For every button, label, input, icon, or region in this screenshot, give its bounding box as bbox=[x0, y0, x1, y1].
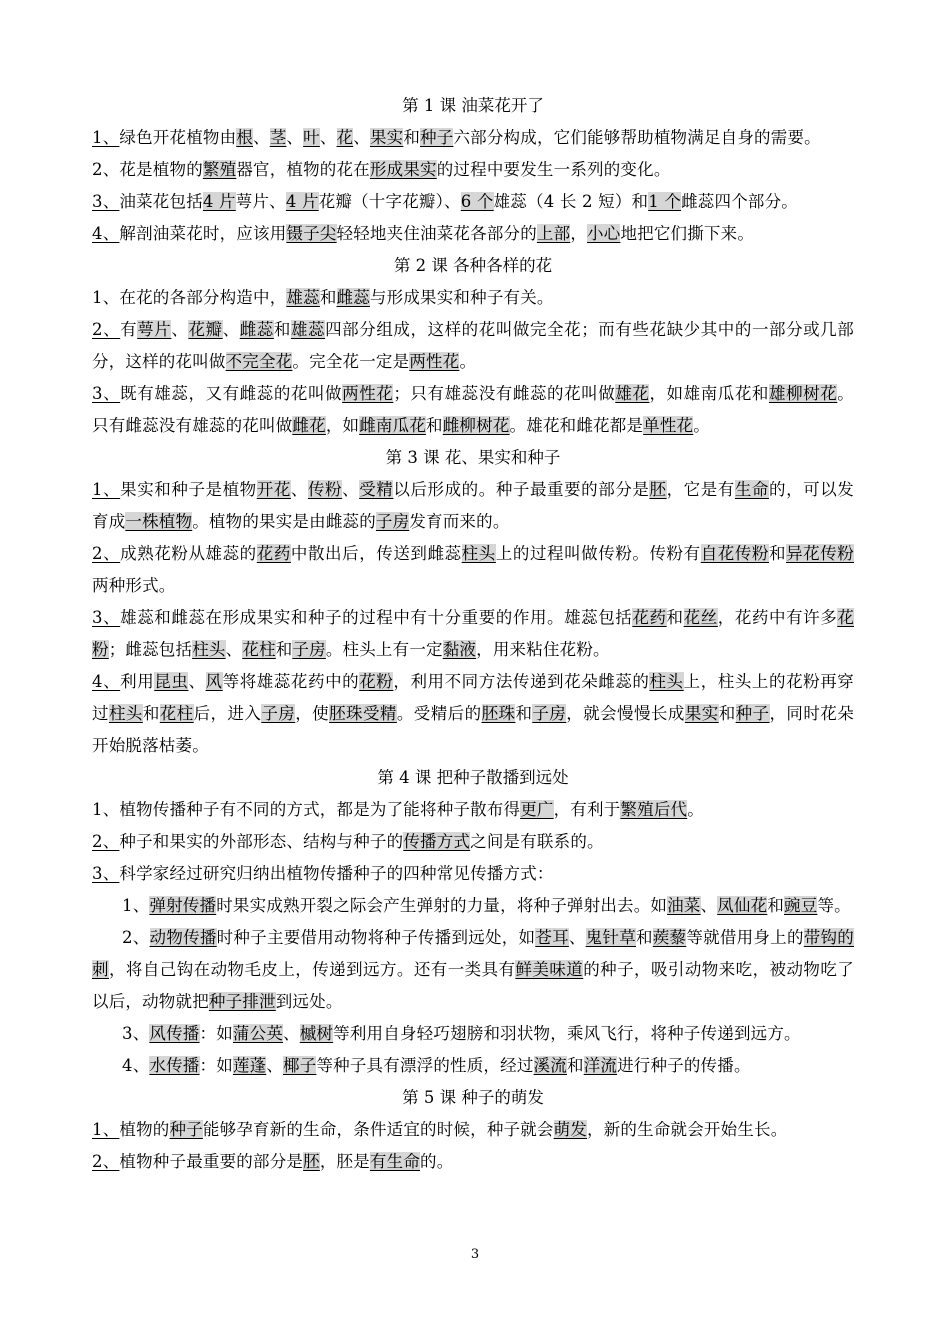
text-run: 和 bbox=[767, 896, 785, 915]
text-run: ，如 bbox=[325, 416, 360, 435]
text-run: 。 bbox=[459, 352, 477, 371]
text-run: 的。 bbox=[420, 1152, 454, 1171]
text-run: ，就会慢慢长成 bbox=[566, 704, 685, 723]
keyword-answer: 萼片 bbox=[137, 320, 172, 339]
keyword-answer: 两性花 bbox=[342, 384, 394, 403]
item-number: 3、 bbox=[92, 864, 120, 883]
keyword-answer: 花柱 bbox=[159, 704, 194, 723]
keyword-answer: 萌发 bbox=[553, 1120, 588, 1139]
keyword-answer: 传播方式 bbox=[403, 832, 471, 851]
keyword-answer: 花药 bbox=[256, 544, 291, 563]
keyword-answer: 柱头 bbox=[108, 704, 143, 723]
text-run: 和 bbox=[426, 416, 443, 435]
keyword-answer: 受精 bbox=[359, 480, 394, 499]
lesson-heading-5: 第 5 课 种子的萌发 bbox=[402, 1088, 544, 1107]
text-run: 既有雄蕊，又有雌蕊的花叫做 bbox=[120, 384, 343, 403]
text-run: 轻轻地夹住油菜花各部分的 bbox=[336, 224, 537, 243]
keyword-answer: 雄花 bbox=[615, 384, 650, 403]
text-run: 、 bbox=[342, 480, 360, 499]
keyword-answer: 雄蕊 bbox=[290, 320, 326, 339]
text-run: 和 bbox=[273, 320, 291, 339]
text-run: 以后形成的。种子最重要的部分是 bbox=[393, 480, 650, 499]
lesson-heading-1: 第 1 课 油菜花开了 bbox=[402, 96, 544, 115]
paragraph-7 bbox=[92, 378, 854, 442]
item-number: 2、 bbox=[92, 320, 121, 339]
keyword-answer: 胚 bbox=[303, 1152, 320, 1171]
text-run: ：如 bbox=[199, 1056, 233, 1075]
keyword-answer: 花粉 bbox=[92, 608, 855, 659]
paragraph-20 bbox=[92, 1146, 854, 1178]
item-number: 1、 bbox=[92, 1120, 120, 1139]
keyword-answer: 传粉 bbox=[307, 480, 343, 499]
keyword-answer: 种子 bbox=[735, 704, 770, 723]
text-run: ，使 bbox=[295, 704, 330, 723]
page-number: 3 bbox=[470, 1247, 480, 1262]
item-number: 4、 bbox=[92, 672, 121, 691]
text-run: 与形成果实和种子有关。 bbox=[369, 288, 554, 307]
item-number: 3、 bbox=[92, 608, 121, 627]
keyword-answer: 油菜 bbox=[667, 896, 701, 915]
document-body bbox=[92, 90, 854, 1178]
lesson-heading-2: 第 2 课 各种各样的花 bbox=[393, 256, 553, 275]
text-run: 两种形式。 bbox=[92, 576, 176, 595]
text-run: 。柱头上有一定 bbox=[325, 640, 443, 659]
text-run: 、 bbox=[286, 128, 304, 147]
keyword-answer: 鲜美味道 bbox=[515, 960, 584, 979]
keyword-answer: 鬼针草 bbox=[585, 928, 636, 947]
text-run: 雄蕊和雌蕊在形成果实和种子的过程中有十分重要的作用。雄蕊包括 bbox=[120, 608, 633, 627]
keyword-answer: 黏液 bbox=[442, 640, 477, 659]
text-run: 和 bbox=[319, 288, 337, 307]
keyword-answer: 花柱 bbox=[242, 640, 276, 659]
text-run: 成熟花粉从雄蕊的 bbox=[120, 544, 257, 563]
text-run: 四部分组成，这样的花叫做完全花；而有些花缺少其中的一部分或几部分，这样的花叫做 bbox=[92, 320, 855, 371]
text-run: 六部分构成，它们能够帮助植物满足自身的需要。 bbox=[453, 128, 821, 147]
text-run: 1、在花的各部分构造中， bbox=[92, 288, 287, 307]
text-run: 、 bbox=[266, 1056, 284, 1075]
text-run: 解剖油菜花时，应该用 bbox=[119, 224, 287, 243]
keyword-answer: 雌柳树花 bbox=[442, 416, 510, 435]
keyword-answer: 繁殖 bbox=[202, 160, 237, 179]
keyword-answer: 种子排泄 bbox=[208, 992, 276, 1011]
keyword-answer: 果实 bbox=[684, 704, 719, 723]
text-run: ，新的生命就会开始生长。 bbox=[587, 1120, 788, 1139]
paragraph-12 bbox=[92, 794, 854, 826]
text-run: 时种子主要借用动物将种子传播到远处，如 bbox=[216, 928, 536, 947]
keyword-answer: 椰子 bbox=[283, 1056, 317, 1075]
text-run: 器官，植物的花在 bbox=[236, 160, 370, 179]
keyword-answer: 柱头 bbox=[192, 640, 226, 659]
keyword-answer: 繁殖后代 bbox=[620, 800, 688, 819]
keyword-answer: 镊子尖 bbox=[286, 224, 337, 243]
paragraph-14 bbox=[92, 858, 854, 890]
text-run: 和 bbox=[515, 704, 533, 723]
keyword-answer: 花丝 bbox=[683, 608, 718, 627]
text-run: 、 bbox=[225, 640, 243, 659]
text-run: 和 bbox=[666, 608, 684, 627]
keyword-answer: 蒲公英 bbox=[232, 1024, 284, 1043]
keyword-answer: 胚珠 bbox=[481, 704, 516, 723]
keyword-answer: 豌豆 bbox=[784, 896, 818, 915]
keyword-answer: 胚 bbox=[649, 480, 667, 499]
keyword-answer: 槭树 bbox=[299, 1024, 334, 1043]
text-run: 雄蕊（4 长 2 短）和 bbox=[493, 192, 649, 211]
text-run: ；只有雄蕊没有雌蕊的花叫做 bbox=[393, 384, 616, 403]
keyword-answer: 4 片 bbox=[202, 192, 236, 211]
text-run: 、 bbox=[283, 1024, 300, 1043]
text-run: 、 bbox=[253, 128, 270, 147]
keyword-answer: 根 bbox=[236, 128, 254, 147]
keyword-answer: 单性花 bbox=[643, 416, 694, 435]
text-run: ， bbox=[570, 224, 588, 243]
keyword-answer: 不完全花 bbox=[225, 352, 293, 371]
text-run: ，它是有 bbox=[666, 480, 735, 499]
item-number: 4、 bbox=[92, 224, 120, 243]
text-run: 和 bbox=[403, 128, 421, 147]
text-run: 等就借用身上的 bbox=[686, 928, 804, 947]
keyword-answer: 胚珠受精 bbox=[329, 704, 397, 723]
text-run: 花瓣（十字花瓣）、 bbox=[318, 192, 461, 211]
keyword-answer: 动物传播 bbox=[149, 928, 217, 947]
keyword-answer: 子房 bbox=[261, 704, 296, 723]
text-run: 和 bbox=[142, 704, 160, 723]
text-run: 。 bbox=[687, 800, 704, 819]
text-run: ：如 bbox=[199, 1024, 233, 1043]
text-run: 1、 bbox=[122, 896, 150, 915]
keyword-answer: 雄柳树花 bbox=[769, 384, 838, 403]
item-number: 2、 bbox=[92, 1152, 120, 1171]
text-run: 发育而来的。 bbox=[409, 512, 510, 531]
keyword-answer: 莲蓬 bbox=[232, 1056, 267, 1075]
text-run: 上，柱头上的花粉再穿过 bbox=[92, 672, 855, 723]
text-run: 。雄花和雌花都是 bbox=[509, 416, 644, 435]
keyword-answer: 凤仙花 bbox=[717, 896, 768, 915]
item-number: 3、 bbox=[92, 192, 120, 211]
text-run: 利用 bbox=[120, 672, 155, 691]
paragraph-1 bbox=[92, 122, 854, 154]
text-run: 时果实成熟开裂之际会产生弹射的力量，将种子弹射出去。如 bbox=[216, 896, 668, 915]
keyword-answer: 风 bbox=[205, 672, 223, 691]
keyword-answer: 昆虫 bbox=[154, 672, 189, 691]
text-run: 、 bbox=[700, 896, 718, 915]
keyword-answer: 柱头 bbox=[461, 544, 496, 563]
keyword-answer: 苍耳 bbox=[535, 928, 569, 947]
keyword-answer: 形成果实 bbox=[369, 160, 437, 179]
text-run: ，同时花朵开始脱落枯萎。 bbox=[92, 704, 854, 755]
text-run: ，花药中有许多 bbox=[717, 608, 838, 627]
text-run: 3、 bbox=[122, 1024, 150, 1043]
item-number: 2、 bbox=[92, 832, 120, 851]
text-run: 植物种子最重要的部分是 bbox=[119, 1152, 304, 1171]
text-run: 种子和果实的外部形态、结构与种子的 bbox=[119, 832, 404, 851]
keyword-answer: 雌南瓜花 bbox=[359, 416, 427, 435]
paragraph-17 bbox=[92, 1018, 854, 1050]
text-run: 绿色开花植物由 bbox=[119, 128, 237, 147]
text-run: ，如雄南瓜花和 bbox=[649, 384, 769, 403]
text-run: 2、 bbox=[122, 928, 150, 947]
text-run: 雌蕊四个部分。 bbox=[681, 192, 798, 211]
text-run: 。植物的果实是由雌蕊的 bbox=[192, 512, 376, 531]
paragraph-15 bbox=[92, 890, 854, 922]
text-run: 到远处。 bbox=[275, 992, 343, 1011]
text-run: ；雌蕊包括 bbox=[108, 640, 193, 659]
text-run: ，胚是 bbox=[319, 1152, 370, 1171]
paragraph-19 bbox=[92, 1114, 854, 1146]
text-run: 上的过程叫做传粉。传粉有 bbox=[495, 544, 701, 563]
keyword-answer: 1 个 bbox=[648, 192, 682, 211]
keyword-answer: 开花 bbox=[256, 480, 291, 499]
text-run: 萼片、 bbox=[235, 192, 286, 211]
keyword-answer: 带钩的刺 bbox=[92, 928, 854, 979]
keyword-answer: 两性花 bbox=[409, 352, 460, 371]
text-run: 、 bbox=[568, 928, 586, 947]
keyword-answer: 一株植物 bbox=[125, 512, 193, 531]
text-run: 4、 bbox=[122, 1056, 150, 1075]
text-run: 。 bbox=[693, 416, 710, 435]
keyword-answer: 茎 bbox=[269, 128, 287, 147]
keyword-answer: 小心 bbox=[587, 224, 621, 243]
text-run: 和 bbox=[769, 544, 787, 563]
keyword-answer: 子房 bbox=[292, 640, 326, 659]
keyword-answer: 种子 bbox=[420, 128, 454, 147]
paragraph-10 bbox=[92, 602, 854, 666]
keyword-answer: 雌花 bbox=[292, 416, 326, 435]
text-run: 、 bbox=[222, 320, 240, 339]
text-run: 、 bbox=[171, 320, 189, 339]
text-run: 等。 bbox=[817, 896, 851, 915]
text-run: 之间是有联系的。 bbox=[470, 832, 604, 851]
keyword-answer: 柱头 bbox=[649, 672, 684, 691]
keyword-answer: 溪流 bbox=[533, 1056, 567, 1075]
keyword-answer: 有生命 bbox=[369, 1152, 421, 1171]
keyword-answer: 种子 bbox=[169, 1120, 203, 1139]
keyword-answer: 花药 bbox=[632, 608, 667, 627]
text-run: 植物的 bbox=[119, 1120, 170, 1139]
paragraph-5 bbox=[92, 282, 854, 314]
text-run: 。受精后的 bbox=[396, 704, 482, 723]
paragraph-18 bbox=[92, 1050, 854, 1082]
paragraph-11 bbox=[92, 666, 854, 762]
text-run: 的，可以发育成 bbox=[92, 480, 855, 531]
paragraph-6 bbox=[92, 314, 854, 378]
item-number: 3、 bbox=[92, 384, 121, 403]
text-run: 和 bbox=[635, 928, 653, 947]
text-run: 等利用自身轻巧翅膀和羽状物，乘风飞行，将种子传递到远方。 bbox=[333, 1024, 801, 1043]
text-run: 的种子，吸引动物来吃，被动物吃了以后，动物就把 bbox=[92, 960, 855, 1011]
keyword-answer: 花瓣 bbox=[188, 320, 223, 339]
paragraph-16 bbox=[92, 922, 854, 1018]
text-run: 和 bbox=[275, 640, 293, 659]
paragraph-13 bbox=[92, 826, 854, 858]
keyword-answer: 雌蕊 bbox=[336, 288, 370, 307]
keyword-answer: 弹射传播 bbox=[149, 896, 217, 915]
paragraph-3 bbox=[92, 186, 854, 218]
text-run: 、 bbox=[353, 128, 370, 147]
text-run: 、 bbox=[188, 672, 206, 691]
keyword-answer: 自花传粉 bbox=[700, 544, 769, 563]
keyword-answer: 异花传粉 bbox=[786, 544, 854, 563]
text-run: ，用来粘住花粉。 bbox=[476, 640, 610, 659]
keyword-answer: 果实 bbox=[369, 128, 404, 147]
text-run: ，有利于 bbox=[553, 800, 621, 819]
keyword-answer: 子房 bbox=[375, 512, 410, 531]
text-run: 能够孕育新的生命，条件适宜的时候，种子就会 bbox=[202, 1120, 554, 1139]
text-run: 科学家经过研究归纳出植物传播种子的四种常见传播方式： bbox=[119, 864, 554, 883]
text-run: 进行种子的传播。 bbox=[617, 1056, 751, 1075]
text-run: 油菜花包括 bbox=[119, 192, 203, 211]
paragraph-2 bbox=[92, 154, 854, 186]
paragraph-9 bbox=[92, 538, 854, 602]
lesson-heading-4: 第 4 课 把种子散播到远处 bbox=[377, 768, 569, 787]
keyword-answer: 上部 bbox=[536, 224, 571, 243]
text-run: 1、植物传播种子有不同的方式，都是为了能将种子散布得 bbox=[92, 800, 521, 819]
keyword-answer: 花粉 bbox=[359, 672, 394, 691]
text-run: 和 bbox=[566, 1056, 584, 1075]
text-run: 果实和种子是植物 bbox=[120, 480, 257, 499]
keyword-answer: 4 片 bbox=[285, 192, 319, 211]
text-run: 等将雄蕊花药中的 bbox=[222, 672, 360, 691]
keyword-answer: 花 bbox=[336, 128, 354, 147]
item-number: 2、 bbox=[92, 544, 121, 563]
text-run: 中散出后，传送到雌蕊 bbox=[290, 544, 462, 563]
text-run: ，将自己钩在动物毛皮上，传递到远方。还有一类具有 bbox=[108, 960, 516, 979]
text-run: 地把它们撕下来。 bbox=[620, 224, 755, 243]
keyword-answer: 蒺藜 bbox=[652, 928, 687, 947]
text-run: 有 bbox=[120, 320, 138, 339]
paragraph-4 bbox=[92, 218, 854, 250]
text-run: 的过程中要发生一系列的变化。 bbox=[436, 160, 671, 179]
text-run: 等种子具有漂浮的性质，经过 bbox=[316, 1056, 534, 1075]
text-run: 。只有雌蕊没有雄蕊的花叫做 bbox=[92, 384, 854, 435]
lesson-heading-3: 第 3 课 花、果实和种子 bbox=[385, 448, 561, 467]
keyword-answer: 雌蕊 bbox=[239, 320, 274, 339]
keyword-answer: 水传播 bbox=[149, 1056, 200, 1075]
text-run: ，利用不同方法传递到花朵雌蕊的 bbox=[393, 672, 650, 691]
text-run: 、 bbox=[319, 128, 337, 147]
keyword-answer: 雄蕊 bbox=[286, 288, 320, 307]
keyword-answer: 风传播 bbox=[149, 1024, 200, 1043]
keyword-answer: 洋流 bbox=[583, 1056, 618, 1075]
text-run: 2、花是植物的 bbox=[92, 160, 203, 179]
text-run: 、 bbox=[290, 480, 308, 499]
keyword-answer: 叶 bbox=[303, 128, 320, 147]
text-run: 。完全花一定是 bbox=[292, 352, 410, 371]
text-run: 和 bbox=[718, 704, 736, 723]
item-number: 1、 bbox=[92, 480, 121, 499]
keyword-answer: 子房 bbox=[532, 704, 567, 723]
text-run: 后，进入 bbox=[193, 704, 262, 723]
keyword-answer: 6 个 bbox=[460, 192, 494, 211]
paragraph-8 bbox=[92, 474, 854, 538]
item-number: 1、 bbox=[92, 128, 120, 147]
keyword-answer: 更广 bbox=[520, 800, 554, 819]
keyword-answer: 生命 bbox=[734, 480, 770, 499]
